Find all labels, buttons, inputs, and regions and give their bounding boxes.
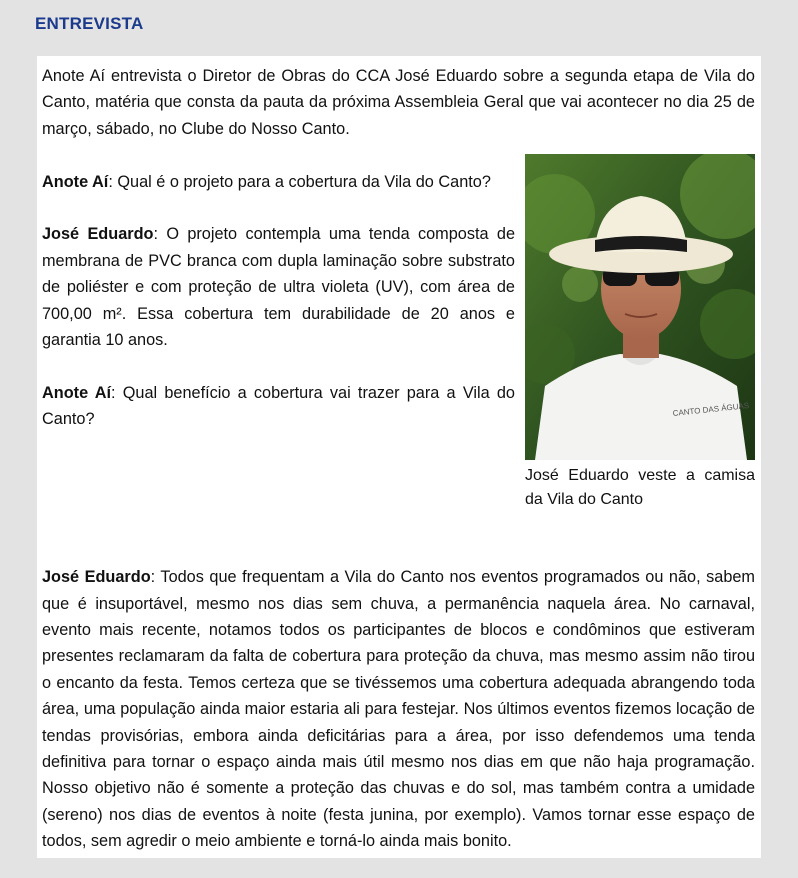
- article-body: [42, 63, 755, 855]
- photo-figure: [525, 142, 755, 512]
- article-card: [37, 56, 761, 858]
- section-title: ENTREVISTA: [35, 14, 144, 33]
- speaker-label: José Eduardo: [42, 568, 151, 587]
- qa-item: [42, 564, 755, 854]
- qa-text: : Todos que frequentam a Vila do Canto nos eventos programados ou não, sabem que é insuportável, mesmo nos dias sem chuva, a permanência naquela área. No carnaval, evento mais recente, notamos todos os participantes de blocos e condôminos que estiveram presentes reclamaram da falta de cobertura para proteção da chuva, mas mesmo assim não tirou o encanto da festa. Temos certeza que se tivéssemos uma cobertura adequada abrangendo toda área, uma população ainda maior estaria ali para festejar. Nos últimos eventos fizemos locação de tendas provisórias, embora ainda deficitárias para a área, por isso defendemos uma tenda definitiva para tornar o espaço ainda mais útil mesmo nos dias em que não haja programação. Nosso objetivo não é somente a proteção das chuvas e do sol, mas também contra a umidade (sereno) nos dias de eventos à noite (festa junina, por exemplo). Vamos tornar esse espaço de todos, sem agredir o meio ambiente e torná-lo ainda mais bonito.: [42, 568, 755, 851]
- shirt-logo: CANTO DAS ÁGUAS: [672, 401, 750, 419]
- speaker-label: Anote Aí: [42, 172, 109, 191]
- speaker-label: José Eduardo: [42, 225, 154, 244]
- qa-text: : Qual é o projeto para a cobertura da Vila do Canto?: [108, 172, 491, 191]
- interviewee-photo: [525, 154, 755, 460]
- qa-text: : O projeto contempla uma tenda composta de membrana de PVC branca com dupla laminação sobre substrato de poliéster e com proteção de ultra violeta (UV), com área de 700,00 m². Essa cobertura tem durabilidade de 20 anos e garantia 10 anos.: [42, 225, 515, 350]
- speaker-label: Anote Aí: [42, 383, 112, 402]
- qa-text: : Qual benefício a cobertura vai trazer para a Vila do Canto?: [42, 383, 515, 429]
- intro-paragraph: Anote Aí entrevista o Diretor de Obras do CCA José Eduardo sobre a segunda etapa de Vila do Canto, matéria que consta da pauta da próxima Assembleia Geral que vai acontecer no dia 25 de março, sábado, no Clube do Nosso Canto.: [42, 67, 755, 138]
- photo-caption: José Eduardo veste a camisa da Vila do Canto: [525, 467, 755, 509]
